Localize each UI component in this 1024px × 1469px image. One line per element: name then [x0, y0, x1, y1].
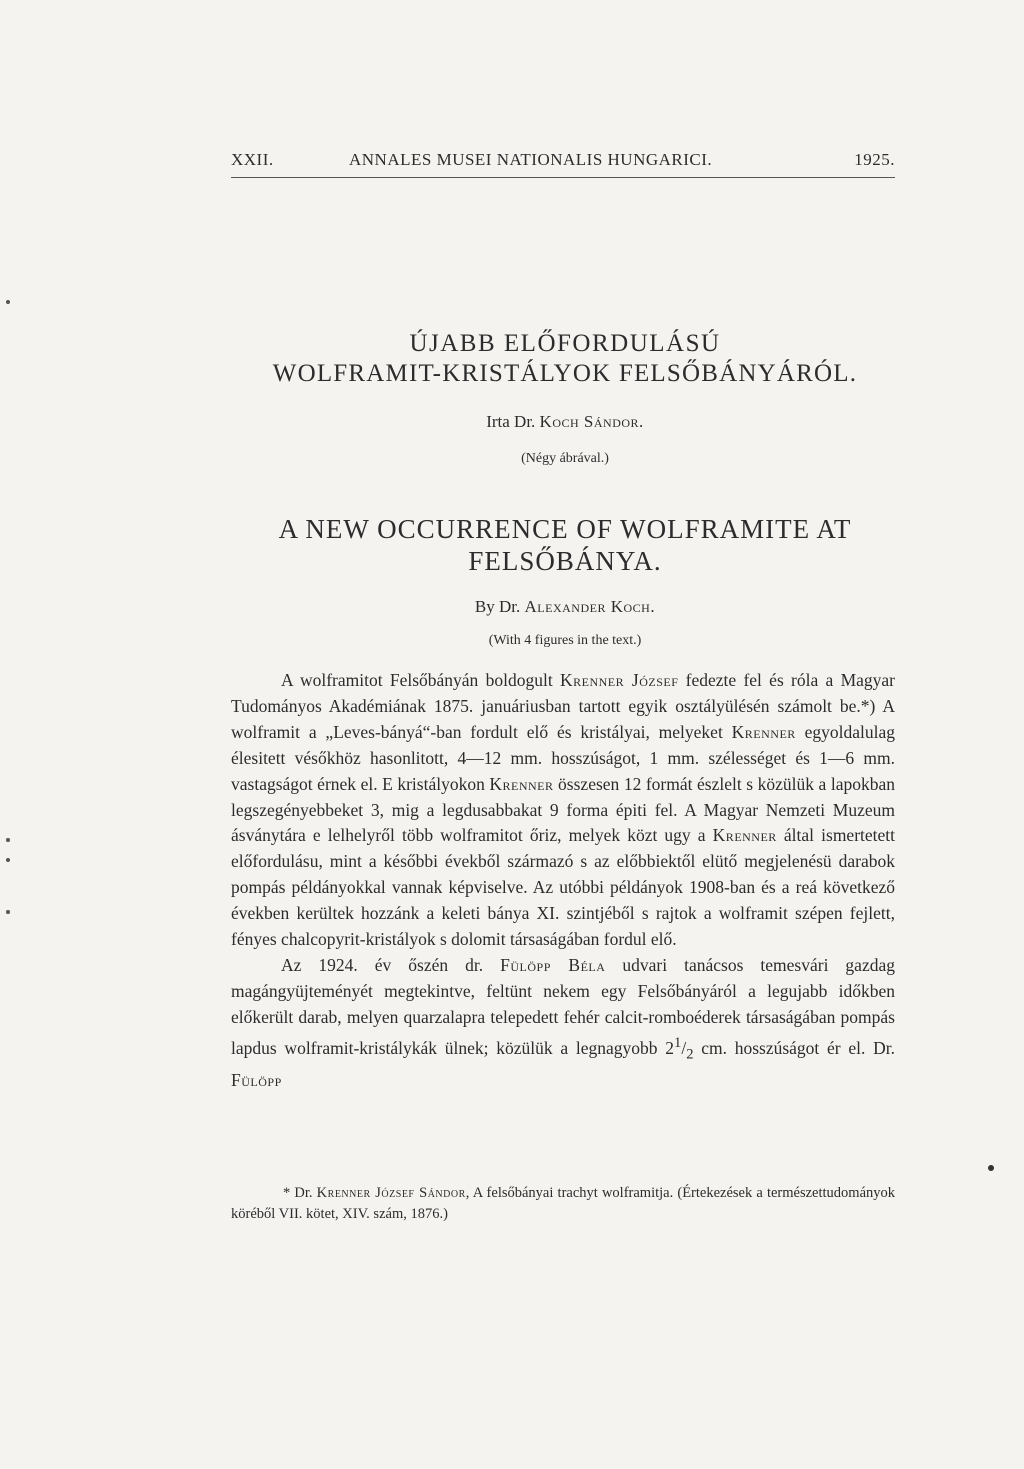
- paragraph-1: [231, 668, 895, 953]
- person-name: Krenner: [489, 773, 554, 794]
- volume-number: XXII.: [231, 150, 274, 169]
- author-name-hungarian: Koch Sándor.: [539, 412, 644, 431]
- scan-speck: [988, 1165, 994, 1171]
- byline-english-prefix: By Dr.: [474, 597, 521, 616]
- figure-note-english: (With 4 figures in the text.): [488, 633, 642, 648]
- title-english-line-2: FELSŐBÁNYA.: [468, 546, 662, 576]
- title-english-line-1: A NEW OCCURRENCE OF WOLFRAMITE AT: [278, 514, 852, 544]
- p2-text-3: cm. hosszúságot ér el. Dr.: [693, 1037, 895, 1058]
- fraction-slash: /: [681, 1037, 687, 1058]
- journal-title: ANNALES MUSEI NATIONALIS HUNGARICI.: [349, 150, 713, 169]
- paragraph-2: [231, 953, 895, 1094]
- p1-text-5: által ismertetett előfordulásu, mint a későbbi évekből származó s az előbbiektől elütő megjelenésü darabok pompás példányokkal vannak képviselve. Az utóbbi példányok 1908-ban és a reá következő években kerültek hozzánk a keleti bánya XI. szintjéből s rajtok a wolframit szépen fejlett, fényes chalcopyrit-kristályok s dolomit társaságában fordul elő.: [231, 825, 896, 950]
- author-name-english: Alexander Koch.: [524, 597, 656, 616]
- scan-speck: [6, 838, 10, 842]
- person-name: Fülöpp Béla: [500, 954, 606, 975]
- p1-text-3: egyoldalulag élesitett vésőkhöz hasonlitott, 4—12 mm. hosszúságot, 1 mm. szélességet és 1—6 mm. vastagságot érnek el. E kristályokon: [231, 721, 895, 794]
- figure-note-hungarian: (Négy ábrával.): [521, 451, 609, 466]
- p1-text-1: A wolframitot Felsőbányán boldogult: [281, 670, 560, 690]
- byline-hungarian-prefix: Irta Dr.: [486, 412, 536, 431]
- footnote-text-2: , A felsőbányai trachyt wolframitja. (Értekezések a természettudományok köréből VII. kötet, XIV. szám, 1876.): [231, 1185, 896, 1222]
- person-name: Krenner József: [559, 670, 679, 690]
- scan-speck: [6, 300, 10, 304]
- person-name: Krenner: [712, 825, 777, 846]
- scan-speck: [6, 858, 10, 862]
- byline-english: [180, 597, 950, 617]
- footnote-text: [231, 1183, 895, 1225]
- scan-speck: [6, 910, 10, 914]
- header-rule: [231, 177, 895, 178]
- person-name: Krenner: [731, 721, 796, 742]
- p1-text-2: fedezte fel és róla a Magyar Tudományos Akadémiának 1875. januáriusban tartott egyik osztályülésén számolt be.*) A wolframit a „Leves-bányá“-ban fordult elő és kristályai, melyeket: [231, 670, 895, 742]
- running-header: [231, 150, 895, 174]
- title-hungarian-line-2: WOLFRAMIT-KRISTÁLYOK FELSŐBÁNYÁRÓL.: [272, 360, 858, 387]
- footnote: [231, 1183, 895, 1225]
- title-hungarian-line-1: ÚJABB ELŐFORDULÁSÚ: [409, 330, 721, 357]
- p2-text-2: udvari tanácsos temesvári gazdag magángyüjteményét megtekintve, feltünt nekem egy Felsőbányáról a legujabb időkben előkerült darab, melyen quarzalapra telepedett fehér calcit-romboéderek társaságában pompás lapdus wolframit-kristálykák ülnek; közülük a legnagyobb 2: [231, 954, 895, 1058]
- p1-text-4: összesen 12 formát észlelt s közülük a lapokban legszegényebbeket 3, mig a legdusabbakat 9 forma épiti fel. A Magyar Nemzeti Muzeum ásványtára e lelhelyről több wolframitot őriz, melyek közt ugy a: [231, 773, 895, 846]
- fraction-numerator: 1: [674, 1034, 682, 1051]
- byline-hungarian: [180, 412, 950, 432]
- person-name: Fülöpp: [231, 1069, 282, 1090]
- p2-text-1: Az 1924. év őszén dr.: [281, 954, 501, 975]
- person-name: Krenner József Sándor: [316, 1185, 466, 1201]
- body-text: [231, 668, 895, 1094]
- fraction-denominator: 2: [686, 1046, 694, 1063]
- publication-year: 1925.: [854, 150, 895, 169]
- footnote-text-1: * Dr.: [283, 1185, 317, 1201]
